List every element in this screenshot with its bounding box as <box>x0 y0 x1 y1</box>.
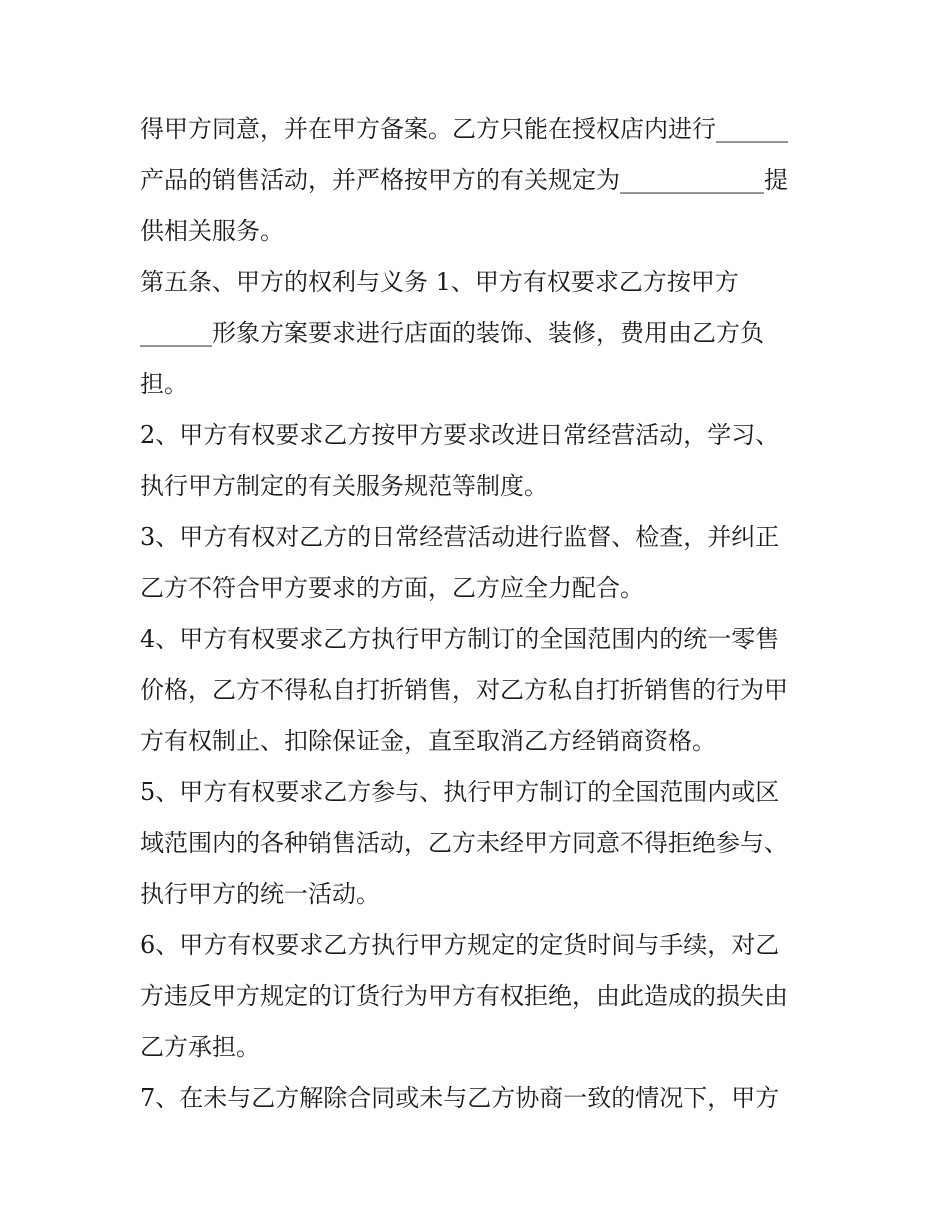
text-line: 供相关服务。 <box>140 217 284 245</box>
clause-5-line: 5、甲方有权要求乙方参与、执行甲方制订的全国范围内或区 <box>140 778 780 806</box>
document-body <box>140 104 820 1124</box>
clause-2-line: 2、甲方有权要求乙方按甲方要求改进日常经营活动，学习、 <box>140 421 780 449</box>
text-line: 方有权制止、扣除保证金，直至取消乙方经销商资格。 <box>140 727 716 755</box>
text-line: 担。 <box>140 370 188 398</box>
text-line: 得甲方同意，并在甲方备案。乙方只能在授权店内进行______ <box>140 115 788 143</box>
clause-7-line: 7、在未与乙方解除合同或未与乙方协商一致的情况下，甲方 <box>140 1084 780 1112</box>
text-line: 乙方承担。 <box>140 1033 260 1061</box>
clause-3-line: 3、甲方有权对乙方的日常经营活动进行监督、检查，并纠正 <box>140 523 780 551</box>
clause-6-line: 6、甲方有权要求乙方执行甲方规定的定货时间与手续，对乙 <box>140 931 780 959</box>
text-line: 执行甲方的统一活动。 <box>140 880 380 908</box>
article-heading-line: 第五条、甲方的权利与义务 1、甲方有权要求乙方按甲方 <box>140 268 739 296</box>
text-line: 乙方不符合甲方要求的方面，乙方应全力配合。 <box>140 574 644 602</box>
text-line: ______形象方案要求进行店面的装饰、装修，费用由乙方负 <box>140 319 764 347</box>
text-line: 执行甲方制定的有关服务规范等制度。 <box>140 472 548 500</box>
text-line: 价格，乙方不得私自打折销售，对乙方私自打折销售的行为甲 <box>140 676 788 704</box>
text-line: 产品的销售活动，并严格按甲方的有关规定为____________提 <box>140 166 788 194</box>
clause-4-line: 4、甲方有权要求乙方执行甲方制订的全国范围内的统一零售 <box>140 625 780 653</box>
text-line: 域范围内的各种销售活动，乙方未经甲方同意不得拒绝参与、 <box>140 829 788 857</box>
text-line: 方违反甲方规定的订货行为甲方有权拒绝，由此造成的损失由 <box>140 982 788 1010</box>
